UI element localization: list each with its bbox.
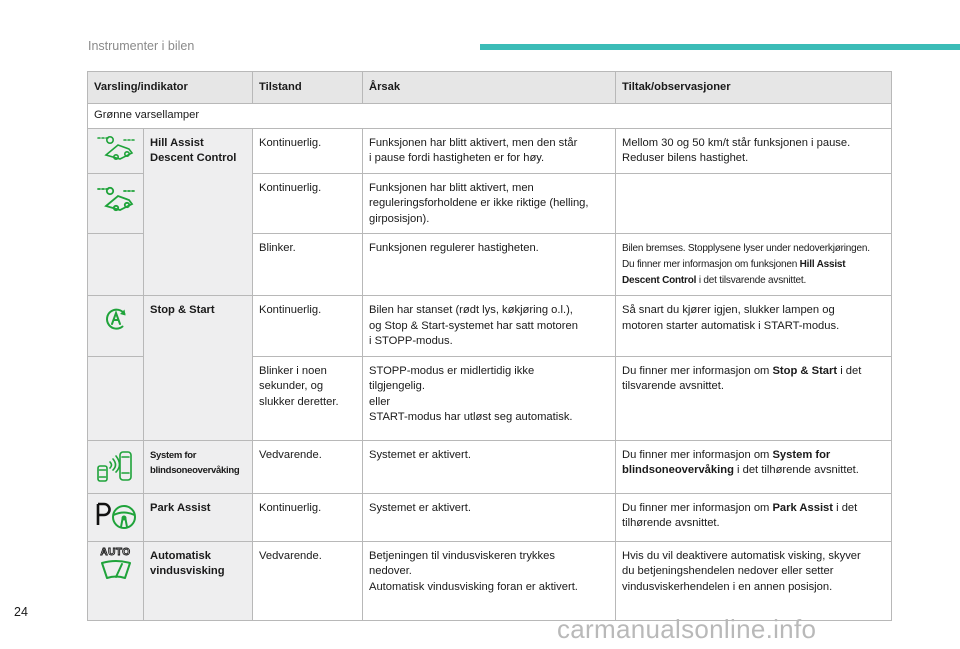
icon-cell [88,128,144,173]
state-cell: Kontinuerlig. [253,173,363,234]
action-text: Bilen bremses. Stopplysene lyser under nedoverkjøringen. Du finner mer informasjon om funksjonen [622,243,870,270]
auto-label: AUTO [100,546,131,558]
blind-spot-icon [94,446,138,484]
icon-cell [88,440,144,493]
action-bold: Park Assist [772,501,833,514]
icon-cell [88,493,144,541]
table-header-row [88,72,892,104]
action-bold: Hill Assist Descent Control [622,259,846,286]
action-cell [616,173,892,234]
cause-cell: Funksjonen regulerer hastigheten. [363,234,616,296]
action-cell [616,440,892,493]
watermark: carmanualsonline.info [557,614,817,644]
table-row [88,541,892,620]
column-header: Tiltak/observasjoner [616,72,892,104]
state-cell: Vedvarende. [253,440,363,493]
column-header: Tilstand [253,72,363,104]
indicator-name: Park Assist [144,493,253,541]
group-row [88,104,892,129]
cause-cell: Systemet er aktivert. [363,440,616,493]
icon-cell [88,173,144,234]
state-cell: Vedvarende. [253,541,363,620]
auto-wiper-icon [88,542,143,588]
state-cell: Blinker i noen sekunder, og slukker deretter. [253,356,363,440]
action-text: i det tilsvarende avsnittet. [622,364,862,392]
indicator-name: Stop & Start [144,296,253,441]
park-assist-icon [93,501,139,531]
column-header: Årsak [363,72,616,104]
icon-cell [88,234,144,296]
stop-start-icon [103,306,129,332]
icon-cell [88,541,144,620]
hill-descent-icon [94,135,138,161]
indicator-name: Automatisk vindusvisking [144,541,253,620]
group-label: Grønne varsellamper [88,104,892,129]
action-text: Du finner mer informasjon om [622,364,773,377]
cause-cell: STOPP-modus er midlertidig ikke tilgjengelig. eller START-modus har utløst seg automatisk. [363,356,616,440]
cause-cell: Betjeningen til vindusviskeren trykkes nedover. Automatisk vindusvisking foran er aktivert. [363,541,616,620]
action-cell [616,234,892,296]
cause-cell: Bilen har stanset (rødt lys, køkjøring o.l.), og Stop & Start-systemet har satt motoren i STOPP-modus. [363,296,616,357]
table-row [88,296,892,357]
action-text: Du finner mer informasjon om [622,501,773,514]
cause-cell: Funksjonen har blitt aktivert, men reguleringsforholdene er ikke riktige (helling, girposisjon). [363,173,616,234]
table-row [88,440,892,493]
action-cell [616,356,892,440]
action-text: Du finner mer informasjon om [622,448,773,461]
state-cell: Kontinuerlig. [253,296,363,357]
action-text: i det tilhørende avsnittet. [733,464,859,476]
icon-cell [88,356,144,440]
wiper-icon [99,558,133,582]
page-number: 24 [14,605,28,619]
action-bold: Stop & Start [772,364,838,377]
action-text: i det tilhørende avsnittet. [622,501,858,529]
indicator-name: Hill Assist Descent Control [144,128,253,296]
action-cell: Mellom 30 og 50 km/t står funksjonen i pause. Reduser bilens hastighet. [616,128,892,173]
action-text: i det tilsvarende avsnittet. [696,275,807,286]
cause-cell: Funksjonen har blitt aktivert, men den står i pause fordi hastigheten er for høy. [363,128,616,173]
column-header: Varsling/indikator [88,72,253,104]
state-cell: Kontinuerlig. [253,128,363,173]
hill-descent-icon [94,186,138,212]
action-bold: System for blindsoneovervåking [622,448,831,476]
section-title: Instrumenter i bilen [88,39,195,53]
warning-lights-table [87,71,892,621]
action-cell [616,493,892,541]
table-row [88,128,892,173]
cause-cell: Systemet er aktivert. [363,493,616,541]
state-cell: Kontinuerlig. [253,493,363,541]
table-row [88,493,892,541]
action-cell: Så snart du kjører igjen, slukker lampen og motoren starter automatisk i START-modus. [616,296,892,357]
action-cell: Hvis du vil deaktivere automatisk visking, skyver du betjeningshendelen nedover eller setter vindusviskerhendelen i en annen posisjon. [616,541,892,620]
accent-bar [480,44,960,50]
indicator-name: System for blindsoneovervåking [144,440,253,493]
icon-cell [88,296,144,357]
state-cell: Blinker. [253,234,363,296]
